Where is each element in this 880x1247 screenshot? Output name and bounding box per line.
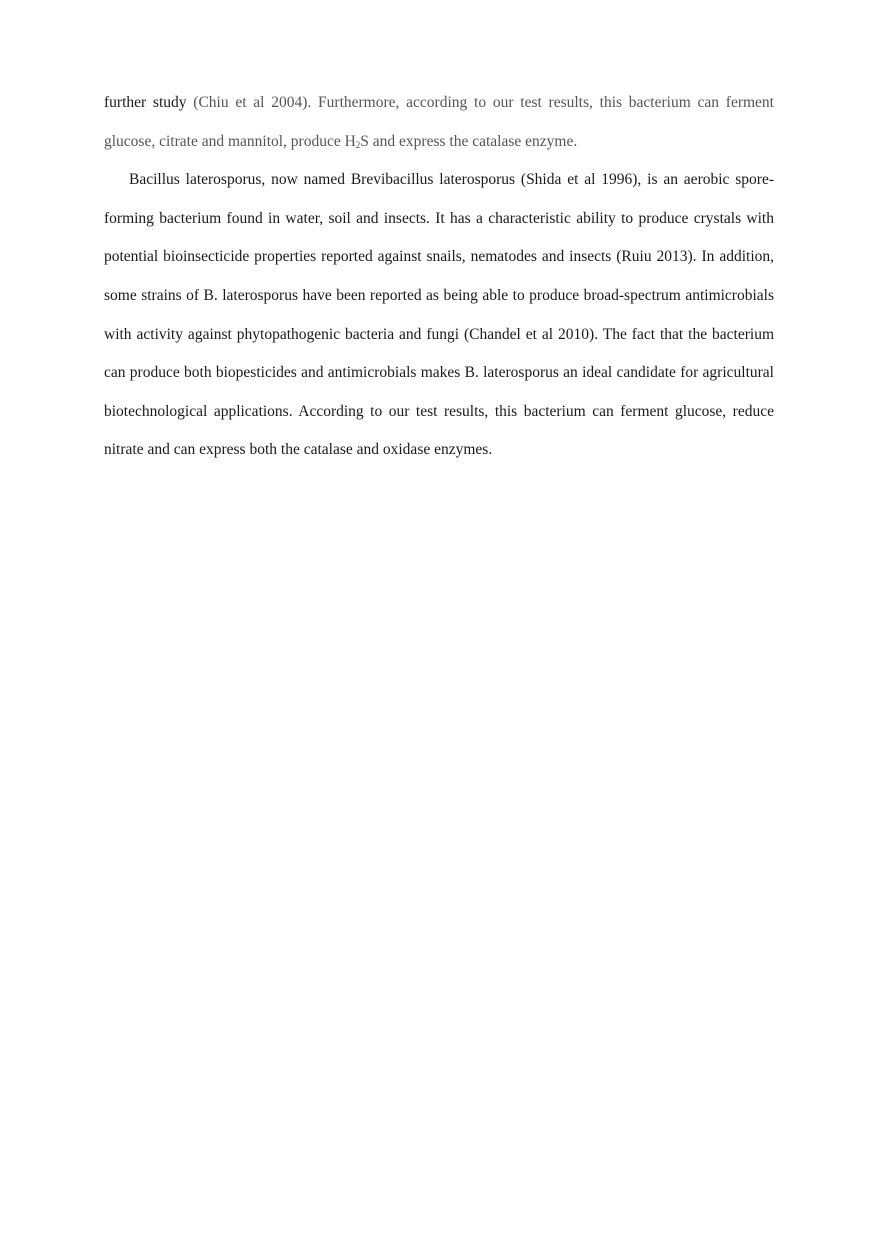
paragraph-1 — [104, 84, 774, 161]
paragraph-2: Bacillus laterosporus, now named Brevibacillus laterosporus (Shida et al 1996), is an aerobic spore-forming bacterium found in water, soil and insects. It has a characteristic ability to produce crystals with potential bioinsecticide properties reported against snails, nematodes and insects (Ruiu 2013). In addition, some strains of B. laterosporus have been reported as being able to produce broad-spectrum antimicrobials with activity against phytopathogenic bacteria and fungi (Chandel et al 2010). The fact that the bacterium can produce both biopesticides and antimicrobials makes B. laterosporus an ideal candidate for agricultural biotechnological applications. According to our test results, this bacterium can ferment glucose, reduce nitrate and can express both the catalase and oxidase enzymes. — [104, 171, 774, 459]
paragraph-1-text-b: S and express the catalase enzyme. — [360, 132, 578, 150]
paragraph-1-text-a: (Chiu et al 2004). Furthermore, according to our test results, this bacterium can ferment glucose, citrate and mannitol, produce H — [104, 94, 774, 150]
paragraph-1-subscript: 2 — [355, 139, 361, 150]
paragraph-1-lead: further study — [104, 94, 187, 111]
body-text — [104, 84, 774, 470]
